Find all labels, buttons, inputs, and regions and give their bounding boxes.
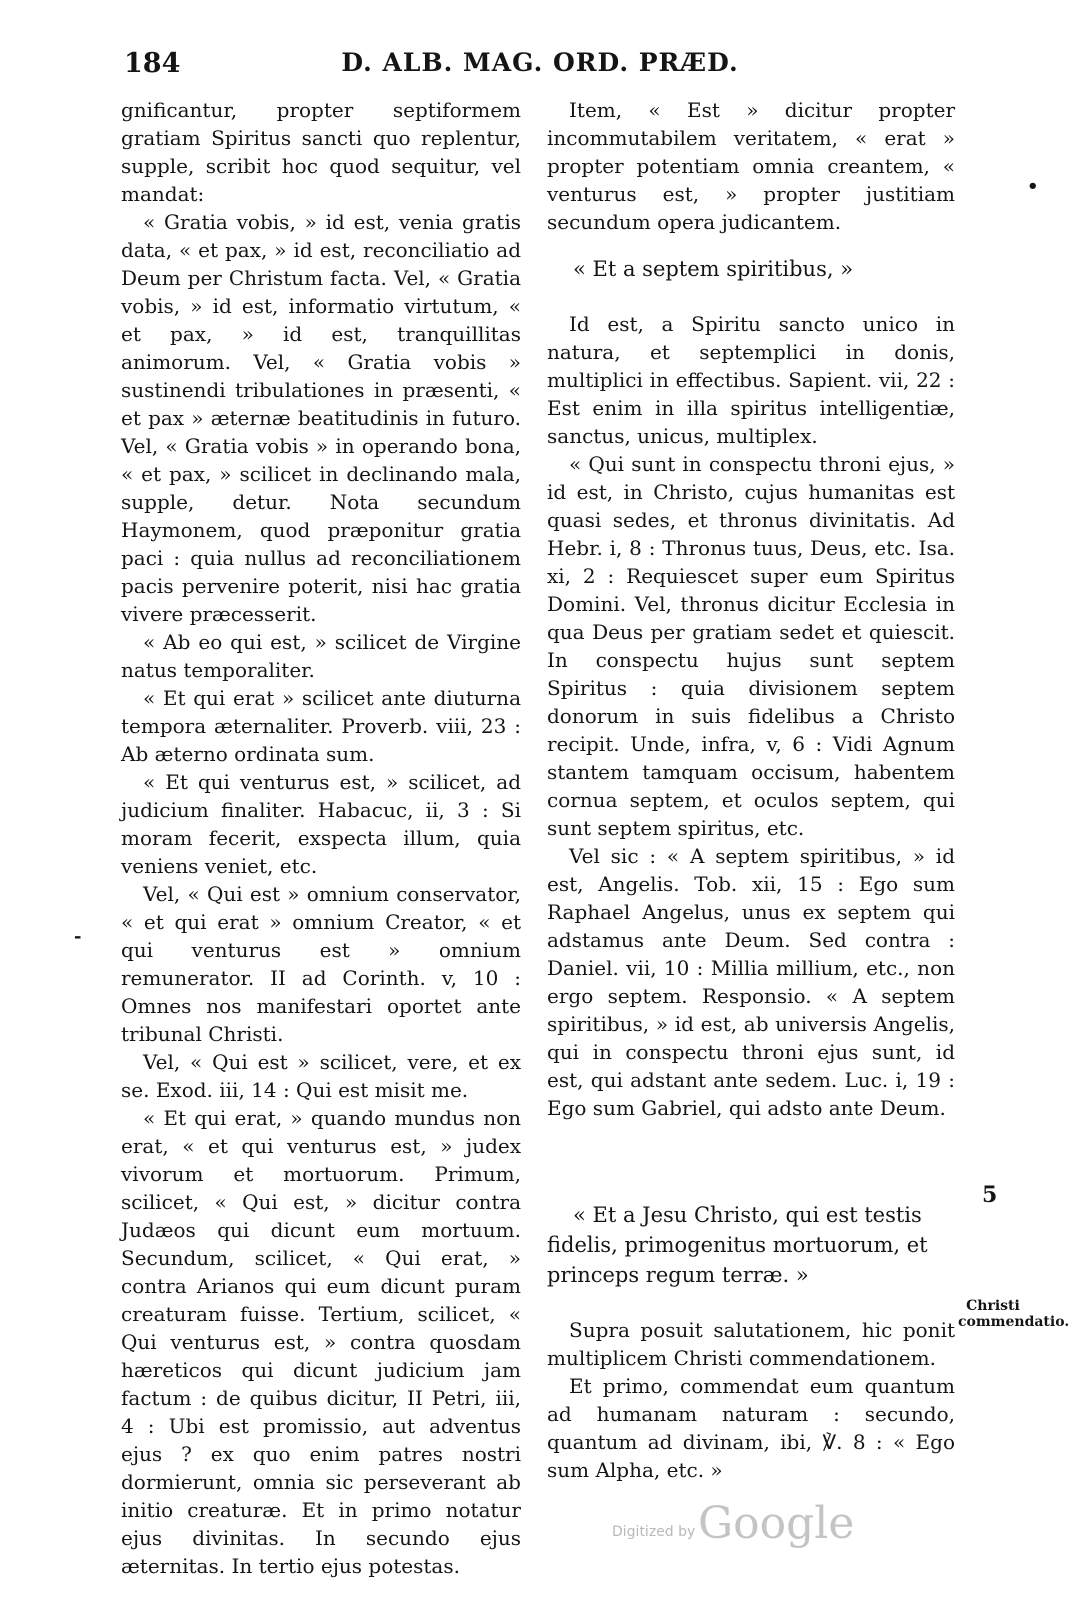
running-title: D. ALB. MAG. ORD. PRÆD. (341, 48, 739, 77)
right-verse-quote-1: « Et a septem spiritibus, » (573, 257, 854, 281)
right-paragraph-1: Item, « Est » dicitur propter incommutabilem veritatem, « erat » propter potentiam omnia creantem, « venturus est, » propter justitiam secundum opera judicantem. (547, 98, 955, 234)
left-column (121, 96, 521, 1580)
page-header (0, 48, 1080, 88)
section-gap (547, 1122, 955, 1182)
right-paragraph-4: Vel sic : « A septem spiritibus, » id est, Angelis. Tob. xii, 15 : Ego sum Raphael Angelus, unus ex septem qui adstamus ante Deum. Sed contra : Daniel. vii, 10 : Millia millium, etc., non ergo septem. Responsio. « A septem spiritibus, » id est, ab universis Angelis, qui in conspectu throni ejus sunt, id est, qui adstant ante sedem. Luc. i, 19 : Ego sum Gabriel, qui adsto ante Deum. (547, 844, 955, 1120)
margin-note: Christi commendatio. (958, 1298, 1070, 1330)
margin-mark: • (1027, 176, 1039, 197)
left-paragraph-3: « Ab eo qui est, » scilicet de Virgine natus temporaliter. (121, 630, 521, 682)
left-paragraph-8: « Et qui erat, » quando mundus non erat, « et qui venturus est, » judex vivorum et mortuorum. Primum, scilicet, « Qui est, » dicitur contra Judæos qui dicunt eum mortuum. Secundum, scilicet, « Qui erat, » contra Arianos qui eum dicunt puram creaturam fuisse. Tertium, scilicet, « Qui venturus est, » contra quosdam hæreticos qui dicunt judicium jam factum : de quibus dicitur, II Petri, iii, 4 : Ubi est promissio, aut adventus ejus ? ex quo enim patres nostri dormierunt, omnia sic perseverant ab initio creaturæ. Et in primo notatur ejus divinitas. In secundo ejus æternitas. In tertio ejus potestas. (121, 1106, 521, 1578)
right-verse-quote-2: « Et a Jesu Christo, qui est testis fidelis, primogenitus mortuorum, et princeps regum terræ. » (547, 1203, 928, 1287)
right-paragraph-2: Id est, a Spiritu sancto unico in natura, et septemplici in donis, multiplici in effectibus. Sapient. vii, 22 : Est enim in illa spiritus intelligentiæ, sanctus, unicus, multiplex. (547, 312, 955, 448)
right-paragraph-3: « Qui sunt in conspectu throni ejus, » id est, in Christo, cujus humanitas est quasi sedes, et thronus divinitatis. Ad Hebr. i, 8 : Thronus tuus, Deus, etc. Isa. xi, 2 : Requiescet super eum Spiritus Domini. Vel, thronus dicitur Ecclesia in qua Deus per gratiam sedet et quiescit. In conspectu hujus sunt septem Spiritus : quia divisionem septem donorum in suis fidelibus a Christo recipit. Unde, infra, v, 6 : Vidi Agnum stantem tamquam occisum, habentem cornua septem, et oculos septem, qui sunt septem spiritus, etc. (547, 452, 955, 840)
digitized-label: Digitized by (612, 1524, 696, 1540)
left-paragraph-6: Vel, « Qui est » omnium conservator, « et qui erat » omnium Creator, « et qui venturus est » omnium remunerator. II ad Corinth. v, 10 : Omnes nos manifestari oportet ante tribunal Christi. (121, 882, 521, 1046)
left-paragraph-7: Vel, « Qui est » scilicet, vere, et ex se. Exod. iii, 14 : Qui est misit me. (121, 1050, 521, 1102)
left-paragraph-4: « Et qui erat » scilicet ante diuturna tempora æternaliter. Proverb. viii, 23 : Ab æterno ordinata sum. (121, 686, 521, 766)
google-logo: Google (698, 1498, 855, 1549)
right-paragraph-5: Supra posuit salutationem, hic ponit multiplicem Christi commendationem. (547, 1318, 955, 1370)
left-paragraph-5: « Et qui venturus est, » scilicet, ad judicium finaliter. Habacuc, ii, 3 : Si moram fecerit, exspecta illum, quia veniens veniet, etc. (121, 770, 521, 878)
left-paragraph-1: gnificantur, propter septiformem gratiam Spiritus sancti quo replentur, supple, scribit hoc quod sequitur, vel mandat: (121, 98, 521, 206)
margin-dash: - (74, 926, 82, 947)
right-column (547, 96, 955, 1484)
verse-number: 5 (982, 1182, 998, 1208)
right-paragraph-6: Et primo, commendat eum quantum ad humanam naturam : secundo, quantum ad divinam, ibi, ℣. 8 : « Ego sum Alpha, etc. » (547, 1374, 955, 1482)
left-paragraph-2: « Gratia vobis, » id est, venia gratis data, « et pax, » id est, reconciliatio ad Deum per Christum facta. Vel, « Gratia vobis, » id est, informatio virtutum, « et pax, » id est, tranquillitas animorum. Vel, « Gratia vobis » sustinendi tribulationes in præsenti, « et pax » æternæ beatitudinis in futuro. Vel, « Gratia vobis » in operando bona, « et pax, » scilicet in declinando mala, supple, detur. Nota secundum Haymonem, quod præponitur gratia paci : quia nullus ad reconciliationem pacis pervenire poterit, nisi hac gratia vivere præcesserit. (121, 210, 521, 626)
digitized-watermark (612, 1498, 855, 1558)
page-number: 184 (124, 48, 181, 79)
